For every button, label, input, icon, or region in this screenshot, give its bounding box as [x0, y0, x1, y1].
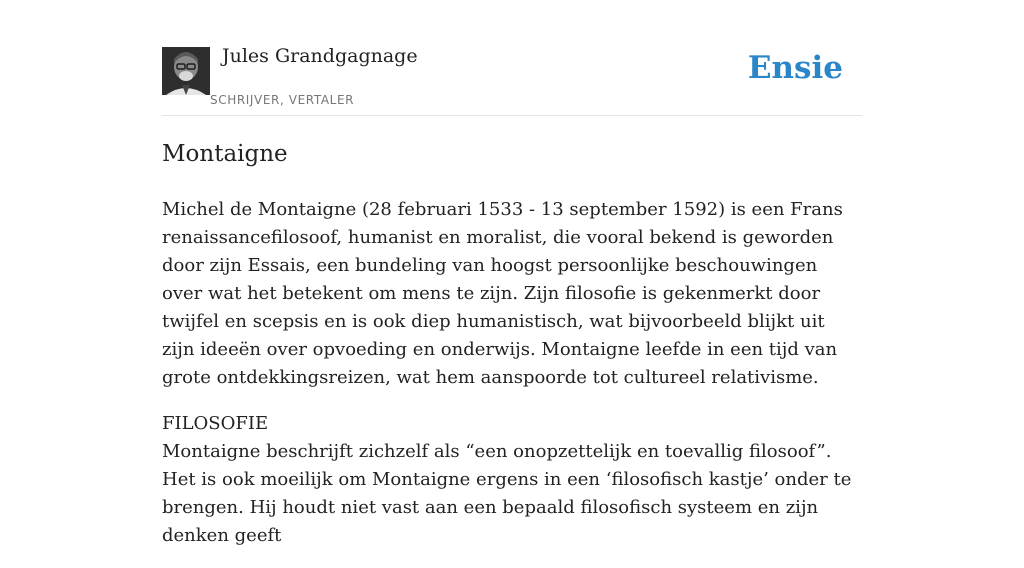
brand-logo[interactable]: Ensie — [747, 50, 843, 86]
section-text: Montaigne beschrijft zichzelf als “een onopzettelijk en toevallig filosoof”. Het is ook moeilijk om Montaigne ergens in een ‘filosofisch kastje’ onder te brengen. Hij houdt niet vast aan een bepaald filosofisch systeem en zijn denken geeft — [162, 441, 852, 546]
author-role: SCHRIJVER, VERTALER — [210, 93, 355, 107]
article-title: Montaigne — [162, 141, 288, 167]
author-name[interactable]: Jules Grandgagnage — [222, 45, 418, 67]
section-heading: FILOSOFIE — [162, 413, 269, 434]
article-header — [162, 0, 862, 116]
article-content — [162, 138, 862, 568]
author-avatar[interactable] — [162, 47, 210, 95]
author-photo — [162, 47, 210, 95]
article-paragraph: Michel de Montaigne (28 februari 1533 - 13 september 1592) is een Frans renaissancefilosoof, humanist en moralist, die vooral bekend is geworden door zijn Essais, een bundeling van hoogst persoonlijke beschouwingen over wat het betekent om mens te zijn. Zijn filosofie is gekenmerkt door twijfel en scepsis en is ook diep humanistisch, wat bijvoorbeeld blijkt uit zijn ideeën over opvoeding en onderwijs. Montaigne leefde in een tijd van grote ontdekkingsreizen, wat hem aanspoorde tot cultureel relativisme. — [162, 199, 843, 388]
